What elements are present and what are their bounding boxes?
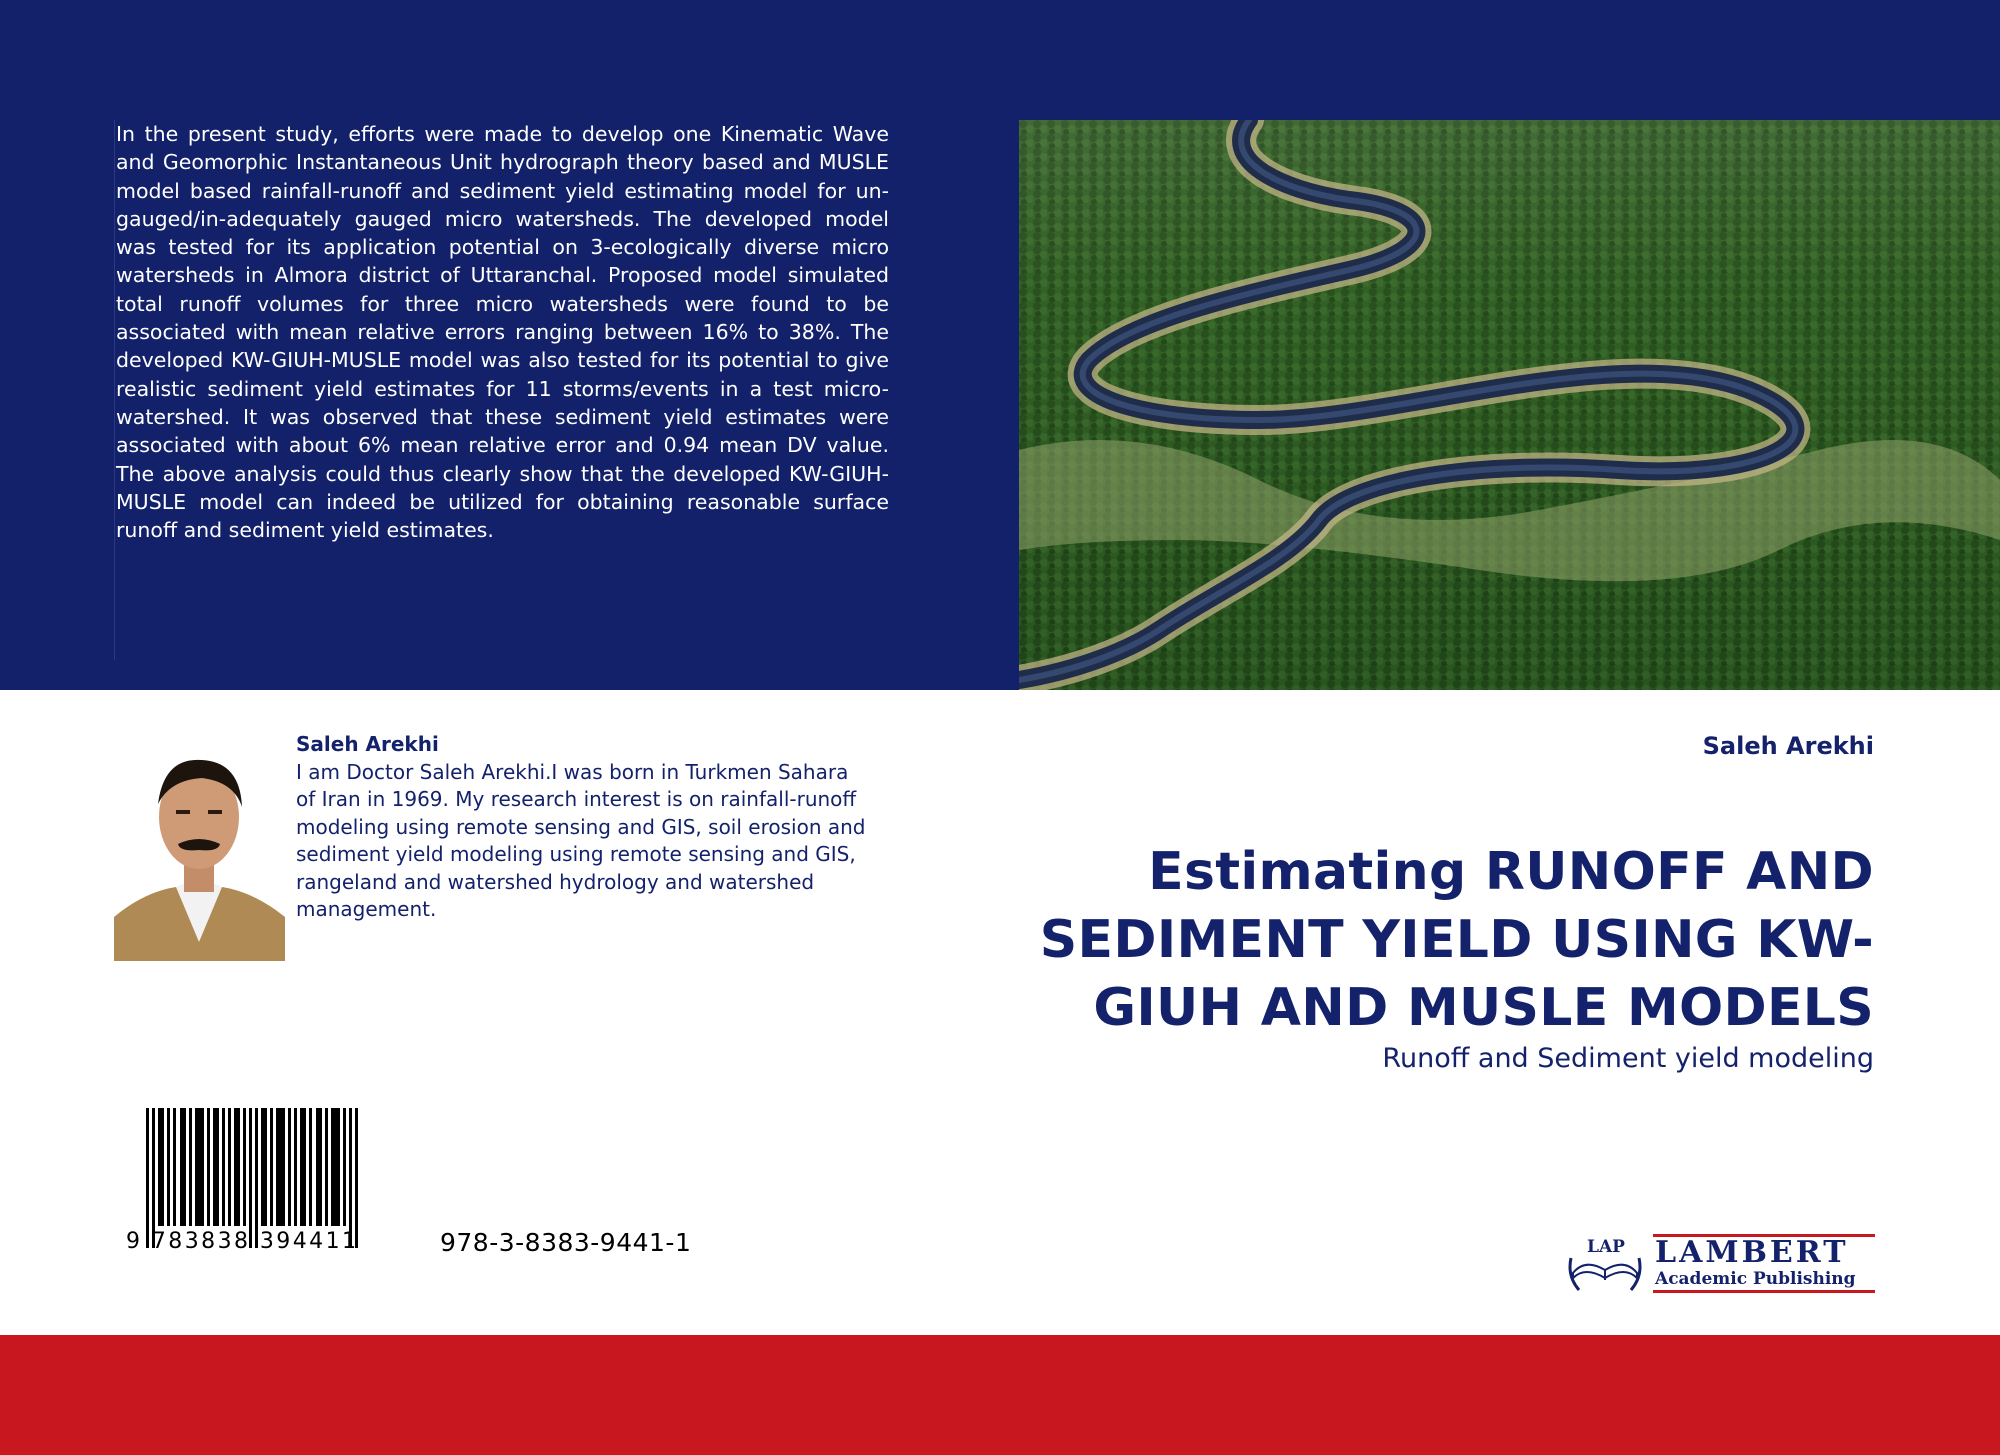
publisher-tagline: Academic Publishing: [1655, 1269, 1856, 1289]
book-subtitle: Runoff and Sediment yield modeling: [1382, 1043, 1874, 1074]
publisher-name: LAMBERT: [1655, 1235, 1849, 1270]
isbn-barcode: [120, 1106, 420, 1256]
author-bio-text: I am Doctor Saleh Arekhi.I was born in Turkmen Sahara of Iran in 1969. My research interest is on rainfall-runoff modeling using remote sensing and GIS, soil erosion and sediment yield modeling using remote sensing and GIS, rangeland and watershed hydrology and watershed management.: [296, 759, 866, 921]
author-bio: [296, 731, 866, 924]
publisher-emblem: LAP: [1587, 1237, 1625, 1257]
barcode-digits: 9 783838 394411: [126, 1229, 356, 1254]
barcode-bars: [146, 1108, 358, 1248]
bottom-red-band: [0, 1335, 2000, 1455]
publisher-logo: [1565, 1228, 1880, 1298]
cover-author-name: Saleh Arekhi: [1702, 732, 1874, 760]
open-book-laurel-icon: [1570, 1258, 1640, 1290]
book-title: Estimating RUNOFF AND SEDIMENT YIELD USING KW-GIUH AND MUSLE MODELS: [1039, 842, 1874, 1038]
author-bio-name: Saleh Arekhi: [296, 732, 439, 756]
back-cover-blurb: In the present study, efforts were made to develop one Kinematic Wave and Geomorphic Instantaneous Unit hydrograph theory based and MUSLE model based rainfall-runoff and sediment yield estimating model for un-gauged/in-adequately gauged micro watersheds. The developed model was tested for its application potential on 3-ecologically diverse micro watersheds in Almora district of Uttaranchal. Proposed model simulated total runoff volumes for three micro watersheds were found to be associated with mean relative errors ranging between 16% to 38%. The developed KW-GIUH-MUSLE model was also tested for its potential to give realistic sediment yield estimates for 11 storms/events in a test micro- watershed. It was observed that these sediment yield estimates were associated with about 6% mean relative error and 0.94 mean DV value. The above analysis could thus clearly show that the developed KW-GIUH-MUSLE model can indeed be utilized for obtaining reasonable surface runoff and sediment yield estimates.: [114, 120, 889, 660]
author-portrait-photo: [114, 742, 285, 961]
isbn-number: 978-3-8383-9441-1: [440, 1228, 692, 1257]
river-forest-aerial-photo: [1019, 120, 2000, 690]
